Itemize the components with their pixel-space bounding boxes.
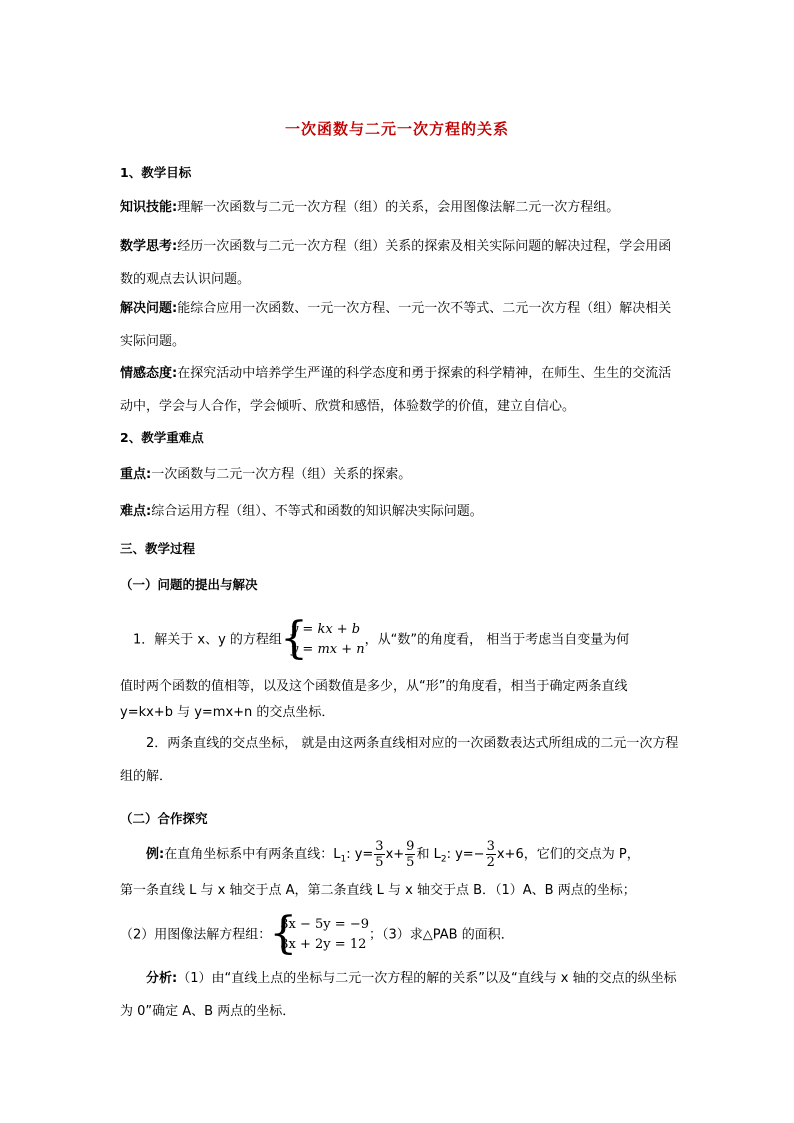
equation-system-2 xyxy=(269,908,369,959)
key-point-text: 一次函数与二元一次方程（组）关系的探索。 xyxy=(151,467,412,482)
objective-text: 能综合应用一次函数、一元一次方程、一元一次不等式、二元一次方程（组）解决相关实际问题。 xyxy=(120,301,672,349)
section-heading-process: 三、教学过程 xyxy=(120,541,196,556)
denominator: 5 xyxy=(375,855,384,870)
difficult-point-text: 综合运用方程（组）、不等式和函数的知识解决实际问题。 xyxy=(151,504,483,519)
objective-knowledge xyxy=(120,191,680,224)
objective-label: 数学思考: xyxy=(120,239,178,254)
brace-icon: { xyxy=(279,613,308,664)
example-line-3 xyxy=(120,908,680,959)
equation: 3x + 2y = 12 xyxy=(280,937,367,952)
objective-label: 情感态度: xyxy=(120,366,178,381)
paragraph-1-text: 1．解关于 x、y 的方程组 xyxy=(133,632,282,648)
objective-text: 理解一次函数与二元一次方程（组）的关系，会用图像法解二元一次方程组。 xyxy=(177,200,620,215)
section-heading-objectives: 1、教学目标 xyxy=(120,165,192,180)
objective-problem-solving xyxy=(120,292,680,358)
subsection-heading-2: （二）合作探究 xyxy=(120,811,208,826)
key-point-label: 重点: xyxy=(120,467,152,482)
analysis-label: 分析: xyxy=(146,971,178,986)
denominator: 2 xyxy=(486,855,495,870)
example-text: x+ xyxy=(385,847,405,862)
equation: 3x − 5y = −9 xyxy=(280,917,369,932)
objective-text: 经历一次函数与二元一次方程（组）关系的探索及相关实际问题的解决过程，学会用函数的观点去认识问题。 xyxy=(120,239,672,287)
brace-icon: { xyxy=(269,908,298,959)
example-text: x+6，它们的交点为 P， xyxy=(496,847,640,862)
paragraph-1-line2: 值时两个函数的值相等，以及这个函数值是多少，从“形”的角度看，相当于确定两条直线 xyxy=(120,679,628,694)
example-text: ；（3）求△PAB 的面积． xyxy=(368,927,514,943)
example-text: （2）用图像法解方程组： xyxy=(120,927,272,943)
subscript: 2 xyxy=(440,854,447,865)
paragraph-2: 2．两条直线的交点坐标， 就是由这两条直线相对应的一次函数表达式所组成的二元一次方程组的解． xyxy=(120,736,679,784)
example-line-2: 第一条直线 L 与 x 轴交于点 A，第二条直线 L 与 x 轴交于点 B．（1）A、B 两点的坐标； xyxy=(120,883,636,898)
example-label: 例: xyxy=(146,847,165,862)
fraction xyxy=(405,839,415,870)
example-text: 在直角坐标系中有两条直线：L xyxy=(164,847,341,862)
objective-label: 解决问题: xyxy=(120,301,178,316)
paragraph-1-text: ，从“数”的角度看， 相当于考虑当自变量为何 xyxy=(364,632,630,648)
fraction xyxy=(374,839,384,870)
equation: y = kx + b xyxy=(290,622,361,637)
objective-text: 在探究活动中培养学生严谨的科学态度和勇于探索的科学精神，在师生、生生的交流活动中，学会与人合作，学会倾听、欣赏和感悟，体验数学的价值，建立自信心。 xyxy=(120,366,672,414)
key-point xyxy=(120,458,680,491)
subscript: 1 xyxy=(340,854,347,865)
numerator: 9 xyxy=(406,839,415,854)
example-line-1 xyxy=(146,838,686,877)
objective-thinking xyxy=(120,230,680,296)
equation-system-1 xyxy=(279,613,365,664)
objective-attitude xyxy=(120,357,680,423)
example-text: : y=− xyxy=(446,847,485,862)
numerator: 3 xyxy=(375,839,384,854)
numerator: 3 xyxy=(486,839,495,854)
analysis-text: （1）由“直线上点的坐标与二元一次方程的解的关系”以及“直线与 x 轴的交点的纵坐标为 0”确定 A、B 两点的坐标． xyxy=(120,971,677,1019)
analysis-paragraph xyxy=(120,962,680,1028)
difficult-point-label: 难点: xyxy=(120,504,152,519)
difficult-point xyxy=(120,495,680,528)
paragraph-1 xyxy=(133,613,681,664)
objective-label: 知识技能: xyxy=(120,200,178,215)
equation: y = mx + n xyxy=(290,642,365,657)
fraction xyxy=(486,839,496,870)
document-title: 一次函数与二元一次方程的关系 xyxy=(284,120,509,138)
paragraph-1-line3: y=kx+b 与 y=mx+n 的交点坐标． xyxy=(120,705,335,720)
subsection-heading-1: （一）问题的提出与解决 xyxy=(120,577,258,592)
example-text: 和 L xyxy=(416,847,441,862)
section-heading-key-points: 2、教学重难点 xyxy=(120,430,204,445)
denominator: 5 xyxy=(406,855,415,870)
example-text: : y= xyxy=(346,847,374,862)
